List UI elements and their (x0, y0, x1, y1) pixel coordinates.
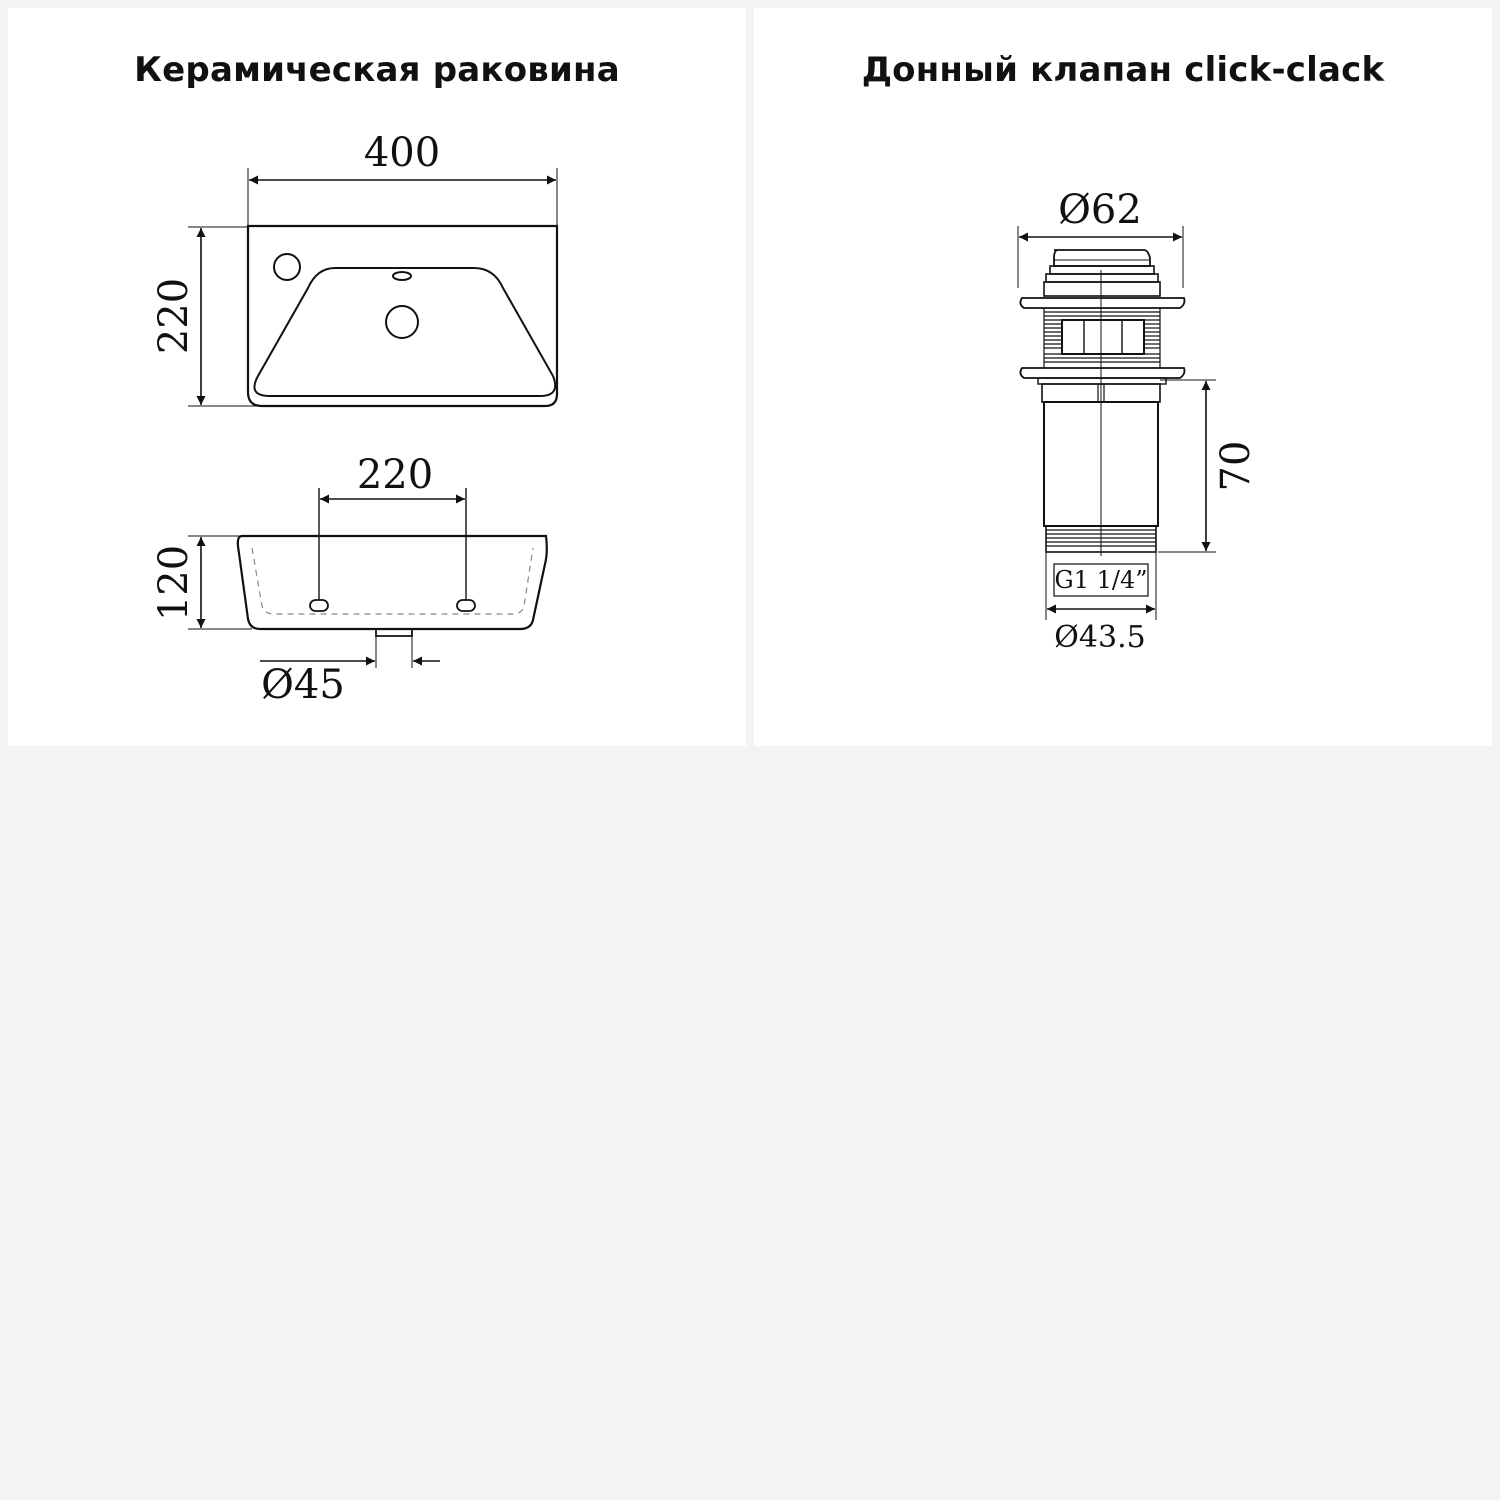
width-label: 400 (363, 130, 441, 176)
body-length-label: 70 (1213, 440, 1259, 492)
sink-outline-side (238, 536, 547, 629)
height-label: 120 (151, 544, 197, 622)
valve-panel-title: Донный клапан click-clack (861, 50, 1385, 90)
tap-hole (274, 254, 300, 280)
drain-hole (386, 306, 418, 338)
sink-outline-top (248, 226, 557, 406)
inner-bowl-dashed (252, 548, 533, 614)
sink-panel-title: Керамическая раковина (134, 50, 620, 90)
overflow-hole (393, 272, 411, 280)
valve-panel (754, 8, 1492, 746)
thread-diameter-label: Ø43.5 (1054, 620, 1146, 655)
valve-cap (1054, 250, 1150, 266)
thread-label: G1 1/4” (1054, 566, 1148, 594)
upper-flange (1020, 298, 1184, 308)
inner-bowl (254, 268, 555, 396)
drain-diameter-label: Ø45 (261, 662, 345, 708)
sink-panel (8, 8, 746, 746)
lock-nut (1062, 320, 1144, 354)
mount-slot-left (310, 600, 328, 611)
mount-spacing-label: 220 (356, 452, 434, 498)
sink-top-view (188, 168, 557, 406)
lower-flange (1020, 368, 1184, 378)
depth-label: 220 (151, 277, 197, 355)
cap-diameter-label: Ø62 (1058, 187, 1142, 233)
mount-slot-right (457, 600, 475, 611)
valve-body (1018, 226, 1216, 620)
sink-drawing (8, 8, 746, 746)
sink-side-view (188, 488, 547, 668)
valve-drawing (754, 8, 1492, 746)
